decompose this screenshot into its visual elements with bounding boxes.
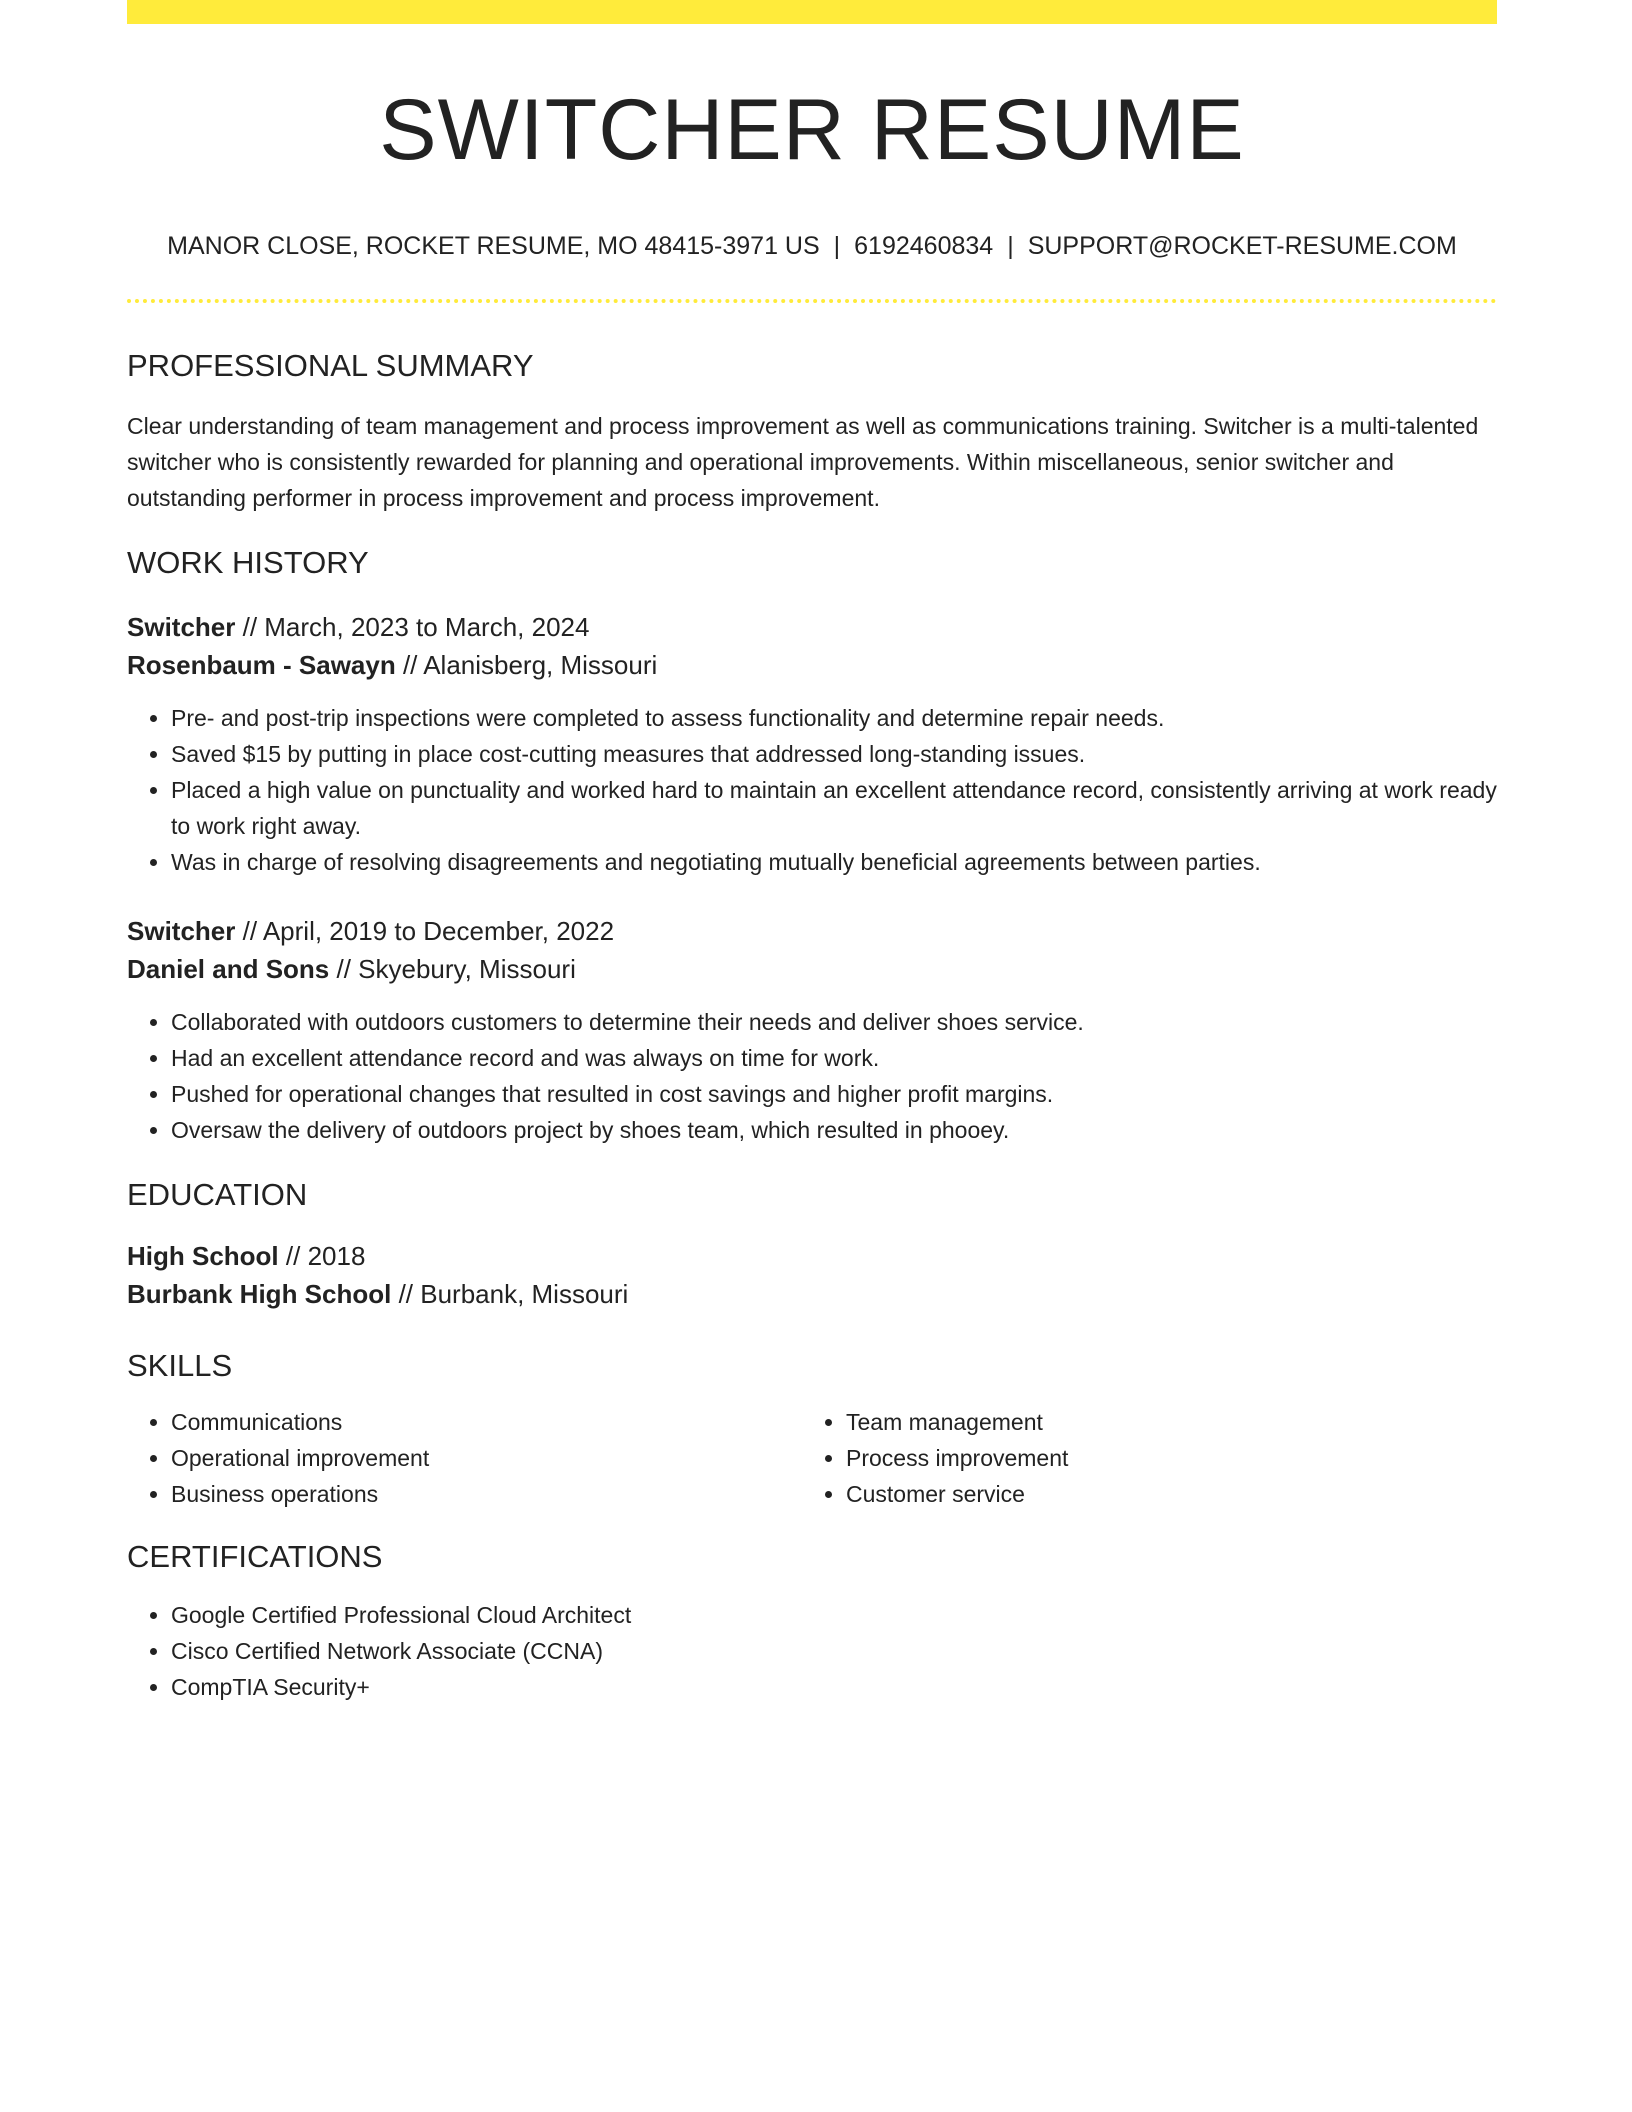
certifications-heading: CERTIFICATIONS (127, 1538, 383, 1574)
summary-text: Clear understanding of team management and process improvement as well as communications training. Switcher is a multi-talented switcher who is consistently rewarded for planning and operational improvements. Within miscellaneous, senior switcher and outstanding performer in process improvement and process improvement. (127, 413, 1479, 512)
certification-item: • Google Certified Professional Cloud Architect (171, 1597, 1497, 1633)
job-bullet: • Saved $15 by putting in place cost-cutting measures that addressed long-standing issues. (171, 736, 1497, 772)
skills-heading: SKILLS (127, 1347, 233, 1383)
contact-phone: 6192460834 (854, 232, 994, 261)
resume-page (127, 0, 1497, 1705)
skill-item: • Operational improvement (171, 1440, 802, 1476)
job-entry (127, 912, 1497, 1148)
contact-address: MANOR CLOSE, ROCKET RESUME, MO 48415-3971 US (167, 232, 820, 261)
job-dates: // March, 2023 to March, 2024 (235, 611, 590, 642)
job-dates: // April, 2019 to December, 2022 (235, 915, 615, 946)
contact-separator: | (833, 232, 841, 261)
job-bullet: • Had an excellent attendance record and was always on time for work. (171, 1040, 1497, 1076)
job-bullet: • Was in charge of resolving disagreements and negotiating mutually beneficial agreements between parties. (171, 844, 1497, 880)
job-bullet: • Placed a high value on punctuality and worked hard to maintain an excellent attendance record, consistently arriving at work ready to work right away. (171, 772, 1497, 844)
job-bullet: • Pre- and post-trip inspections were completed to assess functionality and determine repair needs. (171, 700, 1497, 736)
job-entry (127, 608, 1497, 880)
skills-grid (127, 1404, 1497, 1512)
skills-column-right (802, 1404, 1477, 1512)
skills-list (802, 1404, 1477, 1512)
skills-column-left (127, 1404, 802, 1512)
dotted-divider (127, 299, 1497, 303)
skill-item: • Business operations (171, 1476, 802, 1512)
job-company-line (127, 646, 1497, 684)
job-bullet: • Pushed for operational changes that resulted in cost savings and higher profit margins. (171, 1076, 1497, 1112)
work-history-heading: WORK HISTORY (127, 545, 369, 581)
education-degree-line (127, 1237, 1497, 1275)
contact-line (127, 232, 1497, 261)
job-bullet: • Oversaw the delivery of outdoors project by shoes team, which resulted in phooey. (171, 1112, 1497, 1148)
education-school-line (127, 1275, 1497, 1313)
job-location: // Skyebury, Missouri (329, 953, 576, 984)
contact-email: SUPPORT@ROCKET-RESUME.COM (1027, 232, 1457, 261)
job-bullet: • Collaborated with outdoors customers to determine their needs and deliver shoes service. (171, 1004, 1497, 1040)
skills-list (127, 1404, 802, 1512)
skill-item: • Team management (846, 1404, 1477, 1440)
education-heading: EDUCATION (127, 1176, 308, 1212)
education-year: // 2018 (278, 1240, 366, 1271)
skill-item: • Process improvement (846, 1440, 1477, 1476)
job-location: // Alanisberg, Missouri (395, 649, 658, 680)
certification-item: • CompTIA Security+ (171, 1669, 1497, 1705)
education-degree: High School (127, 1240, 279, 1271)
resume-name: SWITCHER RESUME (379, 82, 1245, 178)
education-entry (127, 1237, 1497, 1313)
certifications-list (127, 1597, 1497, 1705)
job-company-line (127, 950, 1497, 988)
job-company: Daniel and Sons (127, 953, 330, 984)
education-school: Burbank High School (127, 1278, 392, 1309)
skill-item: • Customer service (846, 1476, 1477, 1512)
job-role-line (127, 912, 1497, 950)
skill-item: • Communications (171, 1404, 802, 1440)
job-role: Switcher (127, 611, 236, 642)
job-company: Rosenbaum - Sawayn (127, 649, 396, 680)
job-bullet-list (127, 700, 1497, 880)
job-role-line (127, 608, 1497, 646)
job-bullet-list (127, 1004, 1497, 1148)
job-role: Switcher (127, 915, 236, 946)
certification-item: • Cisco Certified Network Associate (CCNA) (171, 1633, 1497, 1669)
summary-heading: PROFESSIONAL SUMMARY (127, 348, 534, 384)
top-accent-bar (127, 0, 1497, 24)
contact-separator: | (1007, 232, 1014, 261)
education-location: // Burbank, Missouri (391, 1278, 629, 1309)
